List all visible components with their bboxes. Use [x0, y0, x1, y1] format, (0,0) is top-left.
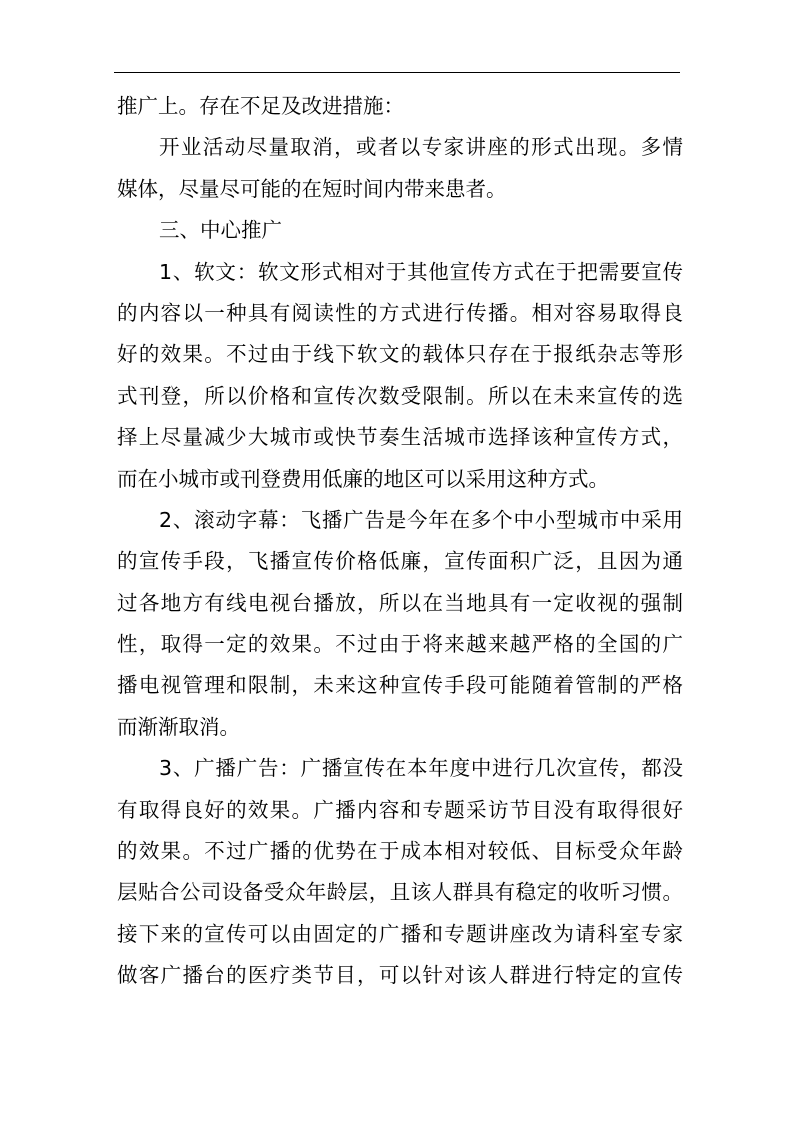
- text-line: 而渐渐取消。: [117, 714, 240, 739]
- text-line: 推广上。存在不足及改进措施：: [117, 94, 404, 118]
- text-line: 层贴合公司设备受众年龄层，且该人群具有稳定的收听习惯。: [117, 880, 683, 905]
- text-line: 的内容以一种具有阅读性的方式进行传播。相对容易取得良: [117, 300, 683, 325]
- section-heading: 三、中心推广: [159, 218, 282, 243]
- text-line: 好的效果。不过由于线下软文的载体只存在于报纸杂志等形: [117, 342, 683, 367]
- text-line: 做客广播台的医疗类节目，可以针对该人群进行特定的宣传: [117, 963, 683, 988]
- text-line: 1、软文：软文形式相对于其他宣传方式在于把需要宣传: [159, 259, 683, 284]
- text-line: 2、滚动字幕：飞播广告是今年在多个中小型城市中采用: [159, 507, 683, 532]
- document-body: [117, 86, 683, 997]
- text-line: 式刊登，所以价格和宣传次数受限制。所以在未来宣传的选: [117, 383, 683, 408]
- text-line: 接下来的宣传可以由固定的广播和专题讲座改为请科室专家: [117, 921, 683, 946]
- header-rule: [114, 72, 680, 73]
- text-line: 播电视管理和限制，未来这种宣传手段可能随着管制的严格: [117, 673, 683, 698]
- text-line: 而在小城市或刊登费用低廉的地区可以采用这种方式。: [117, 466, 609, 491]
- text-line: 的效果。不过广播的优势在于成本相对较低、目标受众年龄: [117, 839, 683, 864]
- text-line: 媒体，尽量尽可能的在短时间内带来患者。: [117, 176, 507, 201]
- text-line: 3、广播广告：广播宣传在本年度中进行几次宣传，都没: [159, 756, 683, 781]
- text-line: 的宣传手段，飞播宣传价格低廉，宣传面积广泛，且因为通: [117, 549, 683, 574]
- text-line: 开业活动尽量取消，或者以专家讲座的形式出现。多情: [159, 135, 683, 160]
- text-line: 过各地方有线电视台播放，所以在当地具有一定收视的强制: [117, 590, 683, 615]
- text-line: 性，取得一定的效果。不过由于将来越来越严格的全国的广: [117, 632, 683, 657]
- text-line: 有取得良好的效果。广播内容和专题采访节目没有取得很好: [117, 797, 683, 822]
- text-line: 择上尽量减少大城市或快节奏生活城市选择该种宣传方式，: [117, 425, 683, 450]
